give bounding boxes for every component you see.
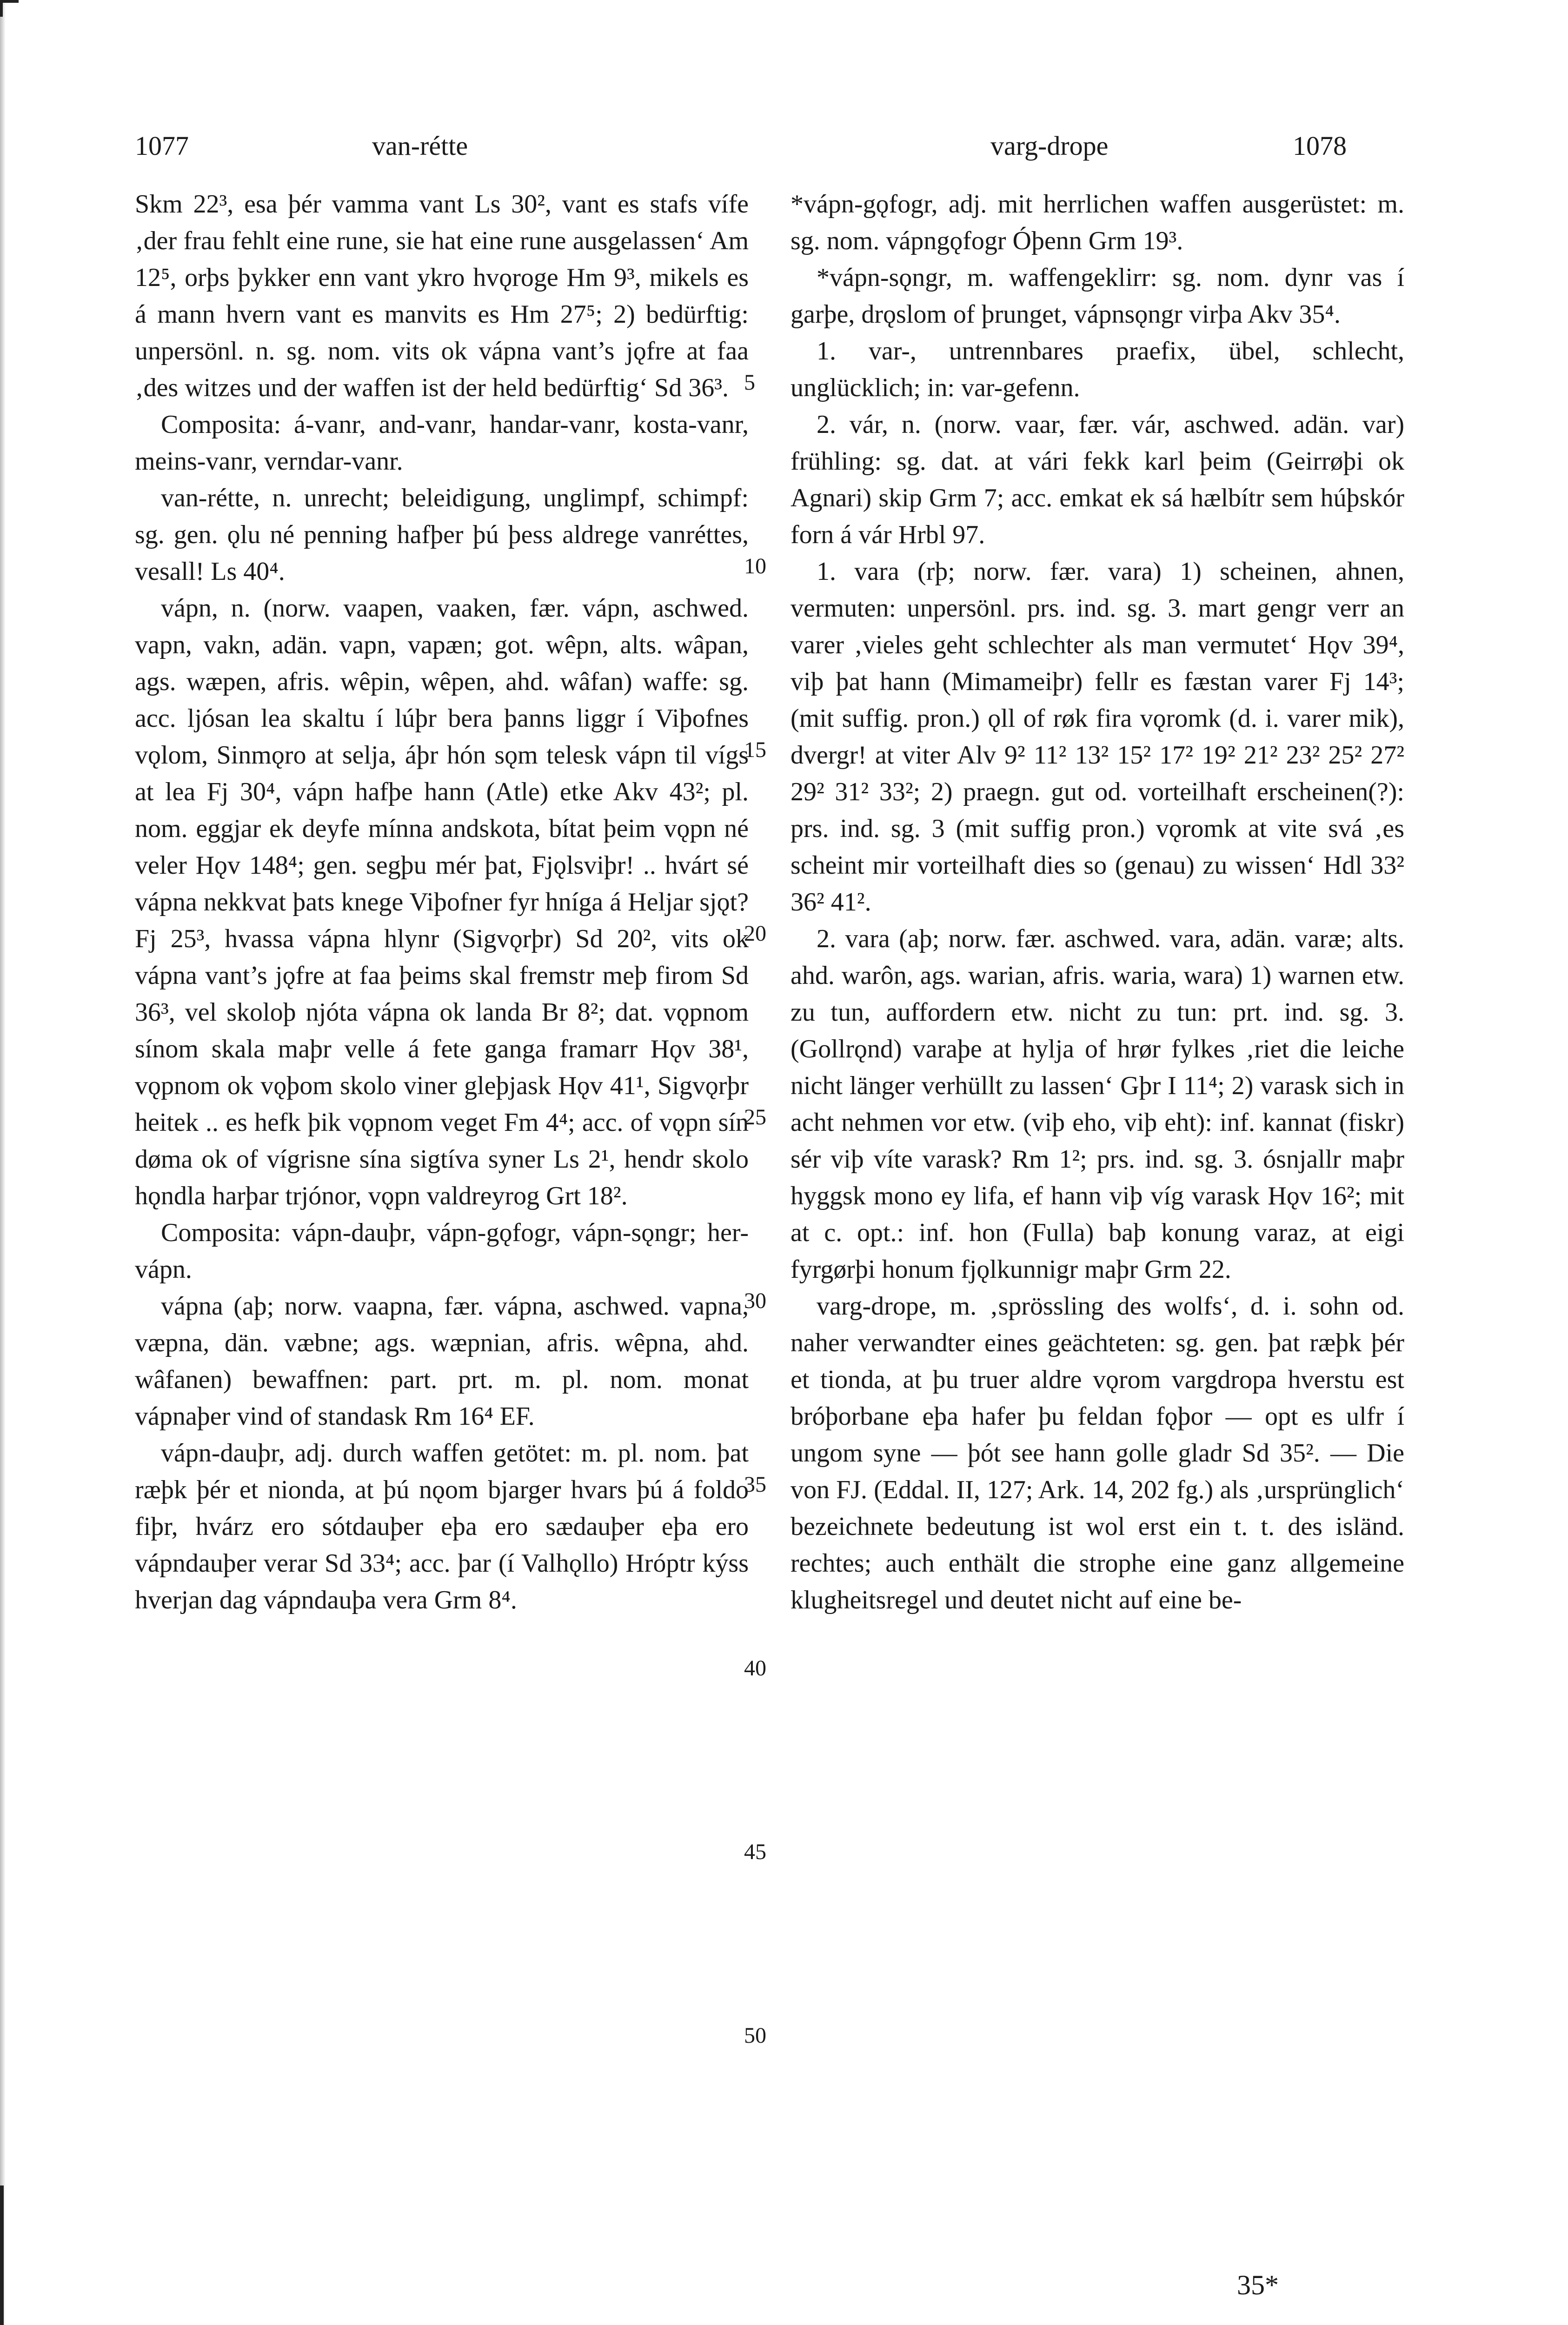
composita-text: Composita: á-vanr, and-vanr, handar-vanr, kosta-vanr, meins-vanr, verndar-vanr. xyxy=(135,410,749,476)
entry-vara-2: 2. vara (aþ; norw. fær. aschwed. vara, adän. varæ; alts. ahd. warôn, ags. warian, afris. waria, wara) 1) warnen etw. zu tun, auffordern etw. nicht zu tun: prt. ind. sg. 3. (Gollrǫnd) varaþe at hylja of hrør fylkes ‚riet die leiche nicht länger verhüllt zu lassen‘ Gþr I 11⁴; 2) varask sich in acht nehmen vor etw. (viþ eho, viþ eht): inf. kannat (fiskr) sér viþ víte varask? Rm 1²; prs. ind. sg. 3. ósnjallr maþr hyggsk mono ey lifa, ef hann viþ víg varask Hǫv 16²; mit at c. opt.: inf. hon (Fulla) baþ konung varaz, at eigi fyrgørþi honum fjǫlkunnigr maþr Grm 22. xyxy=(791,924,1404,1284)
right-column xyxy=(791,186,1404,1619)
signature-mark: 35* xyxy=(1237,2270,1279,2300)
line-number: 30 xyxy=(744,1289,766,1313)
composita-vapn: Composita: vápn-dauþr, vápn-gǫfogr, vápn-sǫngr; her-vápn. xyxy=(135,1218,749,1284)
right-page-number: 1078 xyxy=(1293,131,1347,161)
entry-vapna: vápna (aþ; norw. vaapna, fær. vápna, aschwed. vapna, væpna, dän. væbne; ags. wæpnian, afris. wêpna, ahd. wâfanen) bewaffnen: part. prt. m. pl. nom. monat vápnaþer vind of standask Rm 16⁴ EF. xyxy=(135,1292,749,1431)
entry-vara-1: 1. vara (rþ; norw. fær. vara) 1) scheinen, ahnen, vermuten: unpersönl. prs. ind. sg. 3. mart gengr verr an varer ‚vieles geht schlechter als man vermutet‘ Hǫv 39⁴, viþ þat hann (Mimameiþr) fellr es fæstan varer Fj 14³; (mit suffig. pron.) ǫll of røk fira vǫromk (d. i. varer mik), dvergr! at viter Alv 9² 11² 13² 15² 17² 19² 21² 23² 25² 27² 29² 31² 33²; 2) praegn. gut od. vorteilhaft erscheinen(?): prs. ind. sg. 3 (mit suffig pron.) vǫromk at vite svá ‚es scheint mir vorteilhaft dies so (genau) zu wissen‘ Hdl 33² 36² 41². xyxy=(791,557,1404,917)
line-number: 50 xyxy=(744,2023,766,2048)
entry-vapn-daudr: vápn-dauþr, adj. durch waffen getötet: m. pl. nom. þat ræþk þér et nionda, at þú nǫom bjarger hvars þú á foldo fiþr, hvárz ero sótdauþer eþa ero sædauþer eþa ero vápndauþer verar Sd 33⁴; acc. þar (í Valhǫllo) Hróptr kýss hverjan dag vápndauþa vera Grm 8⁴. xyxy=(135,1439,749,1614)
line-number: 10 xyxy=(744,554,766,578)
right-running-head: varg-drope xyxy=(990,131,1109,161)
entry-var-prefix: 1. var-, untrennbares praefix, übel, schlecht, unglücklich; in: var-gefenn. xyxy=(791,337,1404,402)
line-number: 15 xyxy=(744,737,766,762)
entry-varg-drope: varg-drope, m. ‚sprössling des wolfs‘, d. i. sohn od. naher verwandter eines geächteten: sg. gen. þat ræþk þér et tionda, at þu truer aldre vǫrom vargdropa hverstu est bróþorbane eþa hafer þu feldan fǫþor — opt es ulfr í ungom syne — þót see hann golle gladr Sd 35². — Die von FJ. (Eddal. II, 127; Ark. 14, 202 fg.) als ‚ursprünglich‘ bezeichnete bedeutung ist wol erst ein t. t. des isländ. rechtes; auch enthält die strophe eine ganz allgemeine klugheitsregel und deutet nicht auf eine be- xyxy=(791,1292,1404,1614)
line-number: 35 xyxy=(744,1472,766,1497)
left-column xyxy=(135,186,749,1619)
binding-mark xyxy=(0,2186,4,2325)
entry-van-rette: van-rétte, n. unrecht; beleidigung, unglimpf, schimpf: sg. gen. ǫlu né penning hafþer þú þess aldrege vanréttes, vesall! Ls 40⁴. xyxy=(135,484,749,586)
entry-var: 2. vár, n. (norw. vaar, fær. vár, aschwed. adän. var) frühling: sg. dat. at vári fekk karl þeim (Geirrøþi ok Agnari) skip Grm 7; acc. emkat ek sá hælbítr sem húþskór forn á vár Hrbl 97. xyxy=(791,410,1404,549)
entry-vapn-songr: *vápn-sǫngr, m. waffengeklirr: sg. nom. dynr vas í garþe, drǫslom of þrunget, vápnsǫngr virþa Akv 35⁴. xyxy=(791,263,1404,329)
entry-vapn: vápn, n. (norw. vaapen, vaaken, fær. vápn, aschwed. vapn, vakn, adän. vapn, vapæn; got. wêpn, alts. wâpan, ags. wæpen, afris. wêpin, wêpen, ahd. wâfan) waffe: sg. acc. ljósan lea skaltu í lúþr bera þanns liggr í Viþofnes vǫlom, Sinmǫro at selja, áþr hón sǫm telesk vápn til vígs at lea Fj 30⁴, vápn hafþe hann (Atle) etke Akv 43²; pl. nom. eggjar ek deyfe mínna andskota, bítat þeim vǫpn né veler Hǫv 148⁴; gen. segþu mér þat, Fjǫlsviþr! .. hvárt sé vápna nekkvat þats knege Viþofner fyr hníga á Heljar sjǫt? Fj 25³, hvassa vápna hlynr (Sigvǫrþr) Sd 20², vits ok vápna vant’s jǫfre at faa þeims skal fremstr meþ firom Sd 36³, vel skoloþ njóta vápna ok landa Br 8²; dat. vǫpnom sínom skala maþr velle á fete ganga framarr Hǫv 38¹, vǫpnom ok vǫþom skolo viner gleþjask Hǫv 41¹, Sigvǫrþr heitek .. es hefk þik vǫpnom veget Fm 4⁴; acc. of vǫpn sín døma ok of vígrisne sína sigtíva syner Ls 2¹, hendr skolo hǫndla harþar trjónor, vǫpn valdreyrog Grt 18². xyxy=(135,594,749,1210)
page-edge-shadow xyxy=(0,0,6,2325)
left-page-number: 1077 xyxy=(135,131,189,161)
entry-text: Skm 22³, esa þér vamma vant Ls 30², vant es stafs vífe ‚der frau fehlt eine rune, sie hat eine rune ausgelassen‘ Am 12⁵, orþs þykker enn vant ykro hvǫroge Hm 9³, mikels es á mann hvern vant es manvits es Hm 27⁵; 2) bedürftig: unpersönl. n. sg. nom. vits ok vápna vant’s jǫfre at faa ‚des witzes und der waffen ist der held bedürftig‘ Sd 36³. xyxy=(135,190,749,402)
line-number: 5 xyxy=(744,370,755,395)
line-number: 20 xyxy=(744,921,766,946)
entry-vapn-gofogr: *vápn-gǫfogr, adj. mit herrlichen waffen ausgerüstet: m. sg. nom. vápngǫfogr Óþenn Grm 19³. xyxy=(791,190,1404,255)
line-number: 45 xyxy=(744,1840,766,1864)
line-number: 25 xyxy=(744,1105,766,1129)
line-number: 40 xyxy=(744,1656,766,1681)
corner-mark-icon xyxy=(0,0,19,17)
left-running-head: van-rétte xyxy=(372,131,468,161)
